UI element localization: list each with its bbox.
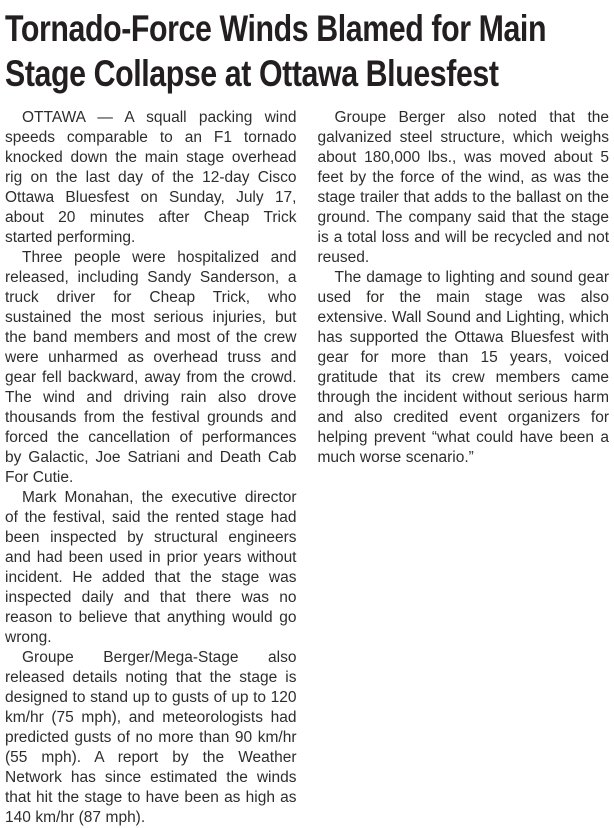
article-headline [5, 6, 609, 96]
paragraph-lede: OTTAWA — A squall packing wind speeds comparable to an F1 tornado knocked down the main stage overhead rig on the last day of the 12-day Cisco Ottawa Bluesfest on Sunday, July 17, about 20 minutes after Cheap Trick started performing. [5, 109, 297, 246]
article-body [5, 108, 609, 828]
paragraph-gear-damage: The damage to lighting and sound gear used for the main stage was also extensive. Wall Sound and Lighting, which has supported the Ottawa Bluesfest with gear for more than 15 years, voiced gratitude that its crew members came through the incident without serious harm and also credited event organizers for helping prevent “what could have been a much worse scenario.” [317, 269, 609, 466]
right-column [318, 108, 610, 468]
paragraph-monahan: Mark Monahan, the executive director of the festival, said the rented stage had been inspected by structural engineers and had been used in prior years without incident. He added that the stage was inspected daily and that there was no reason to believe that anything would go wrong. [5, 489, 297, 646]
headline-line-2: Stage Collapse at Ottawa Bluesfest [5, 53, 499, 94]
left-column [5, 108, 297, 828]
headline-line-1: Tornado-Force Winds Blamed for Main [5, 8, 547, 49]
paragraph-injuries: Three people were hospitalized and released, including Sandy Sanderson, a truck driver for Cheap Trick, who sustained the most serious injuries, but the band members and most of the crew were unharmed as overhead truss and gear fell backward, away from the crowd. The wind and driving rain also drove thousands from the festival grounds and forced the cancellation of performances by Galactic, Joe Satriani and Death Cab For Cutie. [5, 249, 297, 486]
paragraph-structure: Groupe Berger also noted that the galvanized steel structure, which weighs about 180,000 lbs., was moved about 5 feet by the force of the wind, as was the stage trailer that adds to the ballast on the ground. The company said that the stage is a total loss and will be recycled and not reused. [317, 109, 609, 266]
paragraph-wind-specs: Groupe Berger/Mega-Stage also released details noting that the stage is designed to stand up to gusts of up to 120 km/hr (75 mph), and meteorologists had predicted gusts of no more than 90 km/hr (55 mph). A report by the Weather Network has since estimated the winds that hit the stage to have been as high as 140 km/hr (87 mph). [5, 649, 297, 826]
